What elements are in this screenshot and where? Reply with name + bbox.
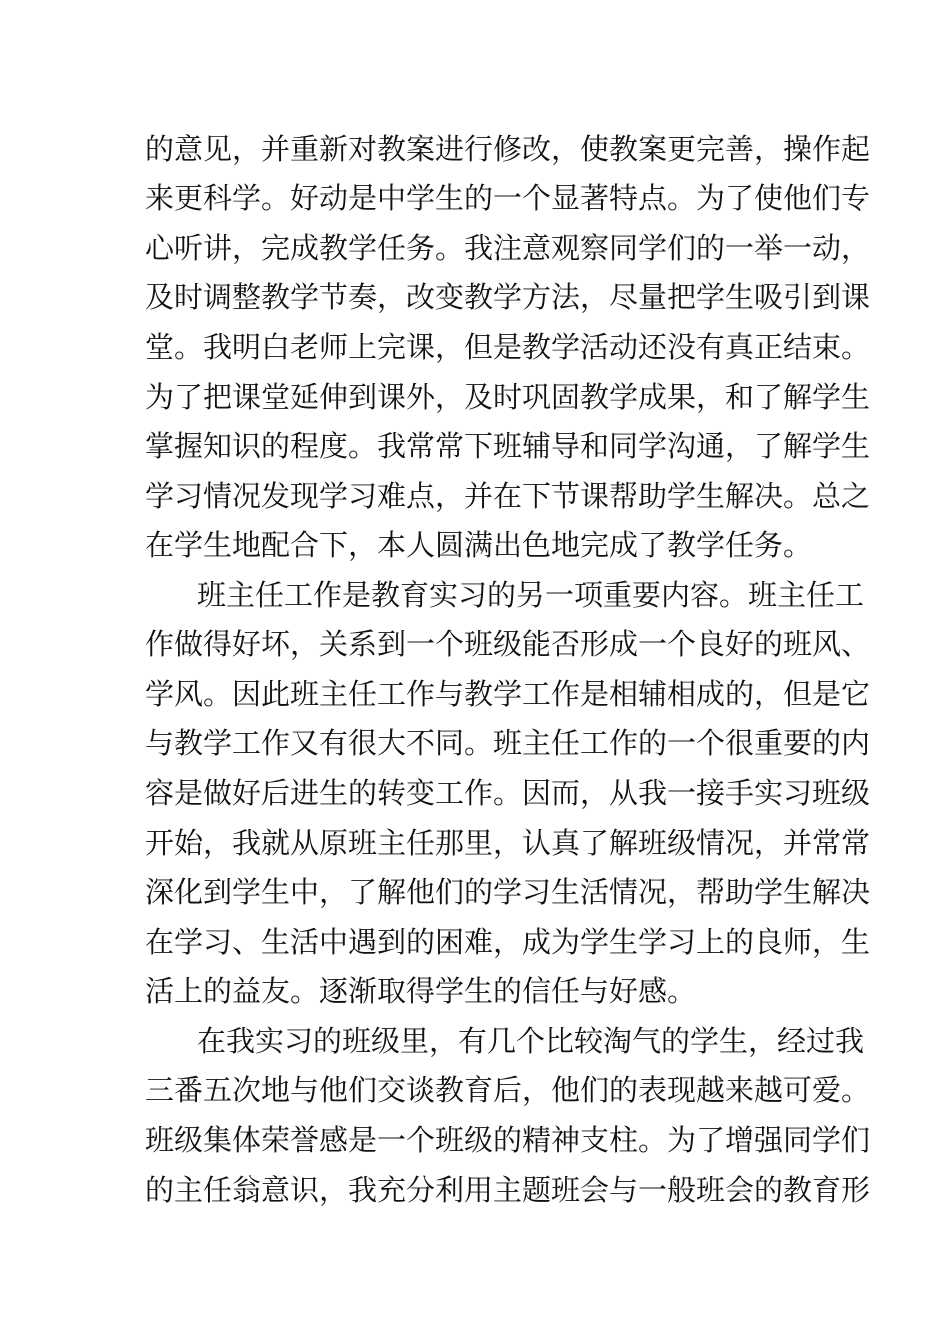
text-line: 心听讲，完成教学任务。我注意观察同学们的一举一动， [145, 231, 871, 265]
text-line: 掌握知识的程度。我常常下班辅导和同学沟通，了解学生 [145, 429, 871, 463]
text-line: 来更科学。好动是中学生的一个显著特点。为了使他们专 [145, 181, 871, 215]
text-line: 在学习、生活中遇到的困难，成为学生学习上的良师，生 [145, 925, 871, 959]
text-line: 活上的益友。逐渐取得学生的信任与好感。 [145, 974, 697, 1008]
text-line: 容是做好后进生的转变工作。因而，从我一接手实习班级 [145, 776, 871, 810]
text-line: 堂。我明白老师上完课，但是教学活动还没有真正结束。 [145, 330, 871, 364]
text-line: 班级集体荣誉感是一个班级的精神支柱。为了增强同学们 [145, 1123, 871, 1157]
text-line: 学习情况发现学习难点，并在下节课帮助学生解决。总之 [145, 479, 871, 513]
text-line: 学风。因此班主任工作与教学工作是相辅相成的，但是它 [145, 677, 871, 711]
paragraph-first-line: 在我实习的班级里，有几个比较淘气的学生，经过我 [197, 1024, 865, 1058]
text-line: 为了把课堂延伸到课外，及时巩固教学成果，和了解学生 [145, 380, 871, 414]
text-line: 开始，我就从原班主任那里，认真了解班级情况，并常常 [145, 826, 871, 860]
text-line: 与教学工作又有很大不同。班主任工作的一个很重要的内 [145, 726, 871, 760]
text-line: 在学生地配合下，本人圆满出色地完成了教学任务。 [145, 528, 813, 562]
text-line: 的主任翁意识，我充分利用主题班会与一般班会的教育形 [145, 1173, 871, 1207]
paragraph-first-line: 班主任工作是教育实习的另一项重要内容。班主任工 [197, 578, 865, 612]
text-line: 的意见，并重新对教案进行修改，使教案更完善，操作起 [145, 132, 871, 166]
text-line: 及时调整教学节奏，改变教学方法，尽量把学生吸引到课 [145, 280, 871, 314]
text-line: 作做得好坏，关系到一个班级能否形成一个良好的班风、 [145, 627, 871, 661]
text-line: 深化到学生中，了解他们的学习生活情况，帮助学生解决 [145, 875, 871, 909]
text-line: 三番五次地与他们交谈教育后，他们的表现越来越可爱。 [145, 1073, 871, 1107]
